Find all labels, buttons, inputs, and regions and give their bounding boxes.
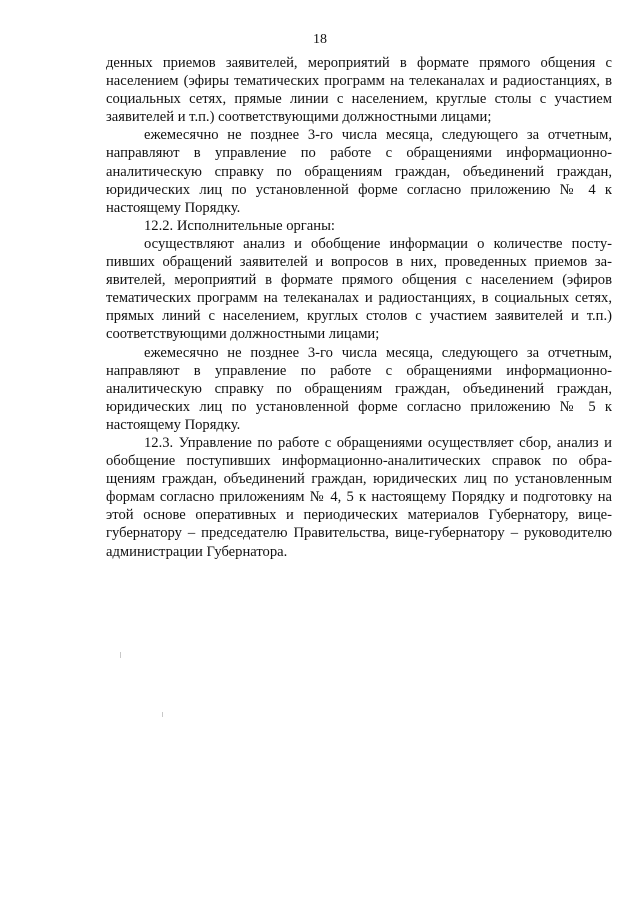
paragraph-6: 12.3. Управление по работе с обращениями осуществляет сбор, анализ и обобщение поступивших информационно-аналитических справок по обращениям граждан, объединений граждан, юридических лиц по установленным формам согласно приложениям № 4, 5 к настоящему Порядку и подготовку на этой основе оперативных и периодических материалов Губернатору, вице-губернатору – председателю Правительства, вице-губернатору – руководителю администрации Губернатора. [106, 434, 612, 560]
paragraph-4: осуществляют анализ и обобщение информации о количестве поступивших обращений заявителей и вопросов в них, проведенных приемов заявителей, мероприятий в формате прямого общения с населением (эфиров тематических программ на телеканалах и радиостанциях, в социальных сетях, прямых линий с населением, круглых столов с участием заявителей и т.п.) соответствующими должностными лицами; [106, 235, 612, 343]
paragraph-5: ежемесячно не позднее 3-го числа месяца, следующего за отчетным, направляют в управление по работе с обращениями информационно-аналитическую справку по обращениям граждан, объединений граждан, юридических лиц по установленной форме согласно приложению № 5 к настоящему Порядку. [106, 344, 612, 433]
paragraph-2: ежемесячно не позднее 3-го числа месяца, следующего за отчетным, направляют в управление по работе с обращениями информационно-аналитическую справку по обращениям граждан, объединений граждан, юридических лиц по установленной форме согласно приложению № 4 к настоящему Порядку. [106, 127, 612, 216]
document-body [106, 54, 612, 561]
paragraph-1: денных приемов заявителей, мероприятий в формате прямого общения с населением (эфиры тематических программ на телеканалах и радиостанциях, в социальных сетях, прямые линии с населением, круглые столы с участием заявителей и т.п.) соответствующими должностными лицами; [106, 55, 612, 126]
paragraph-3-heading: 12.2. Исполнительные органы: [144, 217, 335, 234]
scan-artifact-mark [120, 652, 121, 658]
page-number: 18 [313, 32, 327, 47]
scan-artifact-mark [162, 712, 163, 717]
